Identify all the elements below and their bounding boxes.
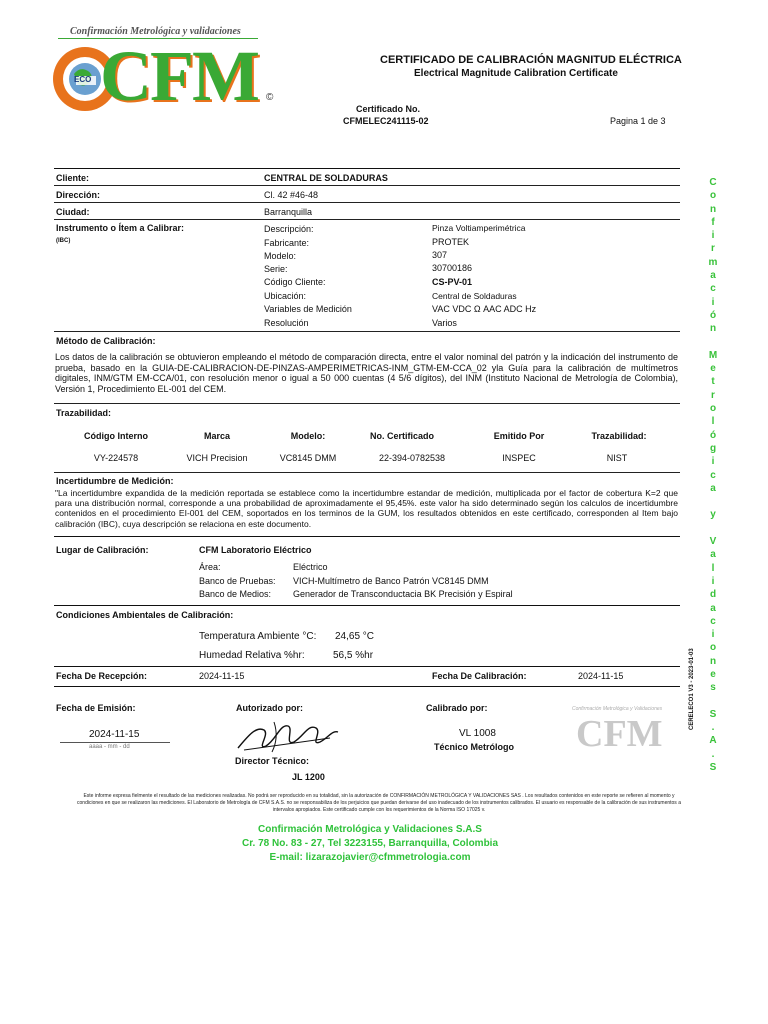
side-letter: l: [711, 416, 715, 428]
side-letter: i: [711, 230, 715, 242]
humidity-value: 56,5 %hr: [333, 650, 374, 661]
page-indicator: Pagina 1 de 3: [610, 116, 666, 126]
side-letter: ó: [709, 429, 717, 441]
side-letter: n: [709, 323, 717, 335]
side-letter: a: [710, 482, 716, 494]
side-letter: d: [709, 589, 717, 601]
side-letter: i: [711, 629, 715, 641]
instrument-resolution-value: Varios: [432, 318, 457, 328]
location-value: CFM Laboratorio Eléctrico: [199, 545, 312, 555]
test-bench-label: Banco de Pruebas:: [199, 576, 276, 586]
side-gap: [706, 522, 720, 535]
ciudad-label: Ciudad:: [56, 207, 90, 217]
method-text: Los datos de la calibración se obtuvieron empleando el método de comparación directa, entre el valor nominal del patrón y la indicación del instrumento de prueba, basado en la GUIA-DE-CALIBRACION-DE-PINZAS-AMPERIMETRICAS-INM_GTM-EM-CCA_02 yla Guía para la calibración de multímetros digitales, INM/GTM EM-CCA/01, con resolución menor o igual a 50 000 cuentas (4 5/6 dígitos), del INM (Instituto Nacional de Metrología de Colombia), Versión 1, Procedimiento EL-001 del CEM.: [55, 352, 678, 394]
side-letter: s: [710, 682, 716, 694]
side-letter: c: [710, 615, 716, 627]
side-gap: [706, 495, 720, 508]
trace-header-code: Código Interno: [84, 431, 148, 441]
side-letter: S: [709, 762, 717, 774]
side-letter: f: [711, 216, 715, 228]
divider: [54, 536, 680, 537]
director-signature-icon: [234, 716, 344, 756]
area-value: Eléctrico: [293, 562, 328, 572]
cliente-label: Cliente:: [56, 173, 90, 183]
side-letter: c: [710, 283, 716, 295]
divider: [54, 403, 680, 404]
instrument-maker-label: Fabricante:: [264, 238, 310, 248]
temperature-label: Temperatura Ambiente °C:: [199, 631, 317, 642]
instrument-resolution-label: Resolución: [264, 318, 309, 328]
logo-copyright: ©: [266, 92, 274, 103]
reception-date-value: 2024-11-15: [199, 671, 245, 681]
side-letter: i: [711, 296, 715, 308]
instrument-desc-label: Descripción:: [264, 224, 314, 234]
side-vertical-company-text: [706, 176, 720, 774]
instrument-desc-value: Pinza Voltiamperimétrica: [432, 223, 526, 233]
direccion-label: Dirección:: [56, 190, 101, 200]
issue-date-value: 2024-11-15: [89, 729, 140, 740]
certificate-number: CFMELEC241115-02: [343, 116, 429, 126]
issue-date-underline: [60, 742, 170, 743]
side-letter: t: [711, 376, 715, 388]
side-letter: y: [710, 509, 716, 521]
side-letter: m: [708, 256, 718, 268]
side-letter: ó: [709, 309, 717, 321]
footer-company: Confirmación Metrológica y Validaciones S.A.S: [258, 824, 482, 835]
side-letter: .: [711, 722, 715, 734]
divider: [54, 219, 680, 220]
side-letter: C: [709, 177, 717, 188]
side-letter: i: [711, 456, 715, 468]
divider: [54, 168, 680, 169]
director-name: JL 1200: [292, 772, 325, 782]
calibrator-name: VL 1008: [459, 728, 496, 739]
location-label: Lugar de Calibración:: [56, 545, 149, 555]
trace-cell-cert: 22-394-0782538: [378, 453, 446, 463]
instrument-location-label: Ubicación:: [264, 291, 307, 301]
stamp-letters: CFM: [576, 713, 663, 755]
divider: [54, 472, 680, 473]
side-gap: [706, 695, 720, 708]
calibration-date-value: 2024-11-15: [578, 671, 624, 681]
instrument-location-value: Central de Soldaduras: [432, 291, 517, 301]
trace-cell-trace: NIST: [606, 453, 628, 463]
trace-cell-brand: VICH Precision: [186, 453, 248, 463]
issue-date-label: Fecha de Emisión:: [56, 703, 136, 713]
instrument-maker-value: PROTEK: [432, 237, 470, 247]
side-letter: l: [711, 562, 715, 574]
side-letter: r: [711, 243, 715, 255]
issue-date-format: aaaa - mm - dd: [89, 744, 130, 750]
direccion-value: Cl. 42 #46-48: [264, 190, 319, 200]
media-bench-value: Generador de Transconductacia BK Precisión y Espiral: [293, 589, 513, 599]
instrument-serial-label: Serie:: [264, 264, 288, 274]
trace-cell-code: VY-224578: [93, 453, 139, 463]
ciudad-value: Barranquilla: [264, 207, 313, 217]
trace-header-model: Modelo:: [290, 431, 326, 441]
director-label: Director Técnico:: [235, 756, 310, 766]
side-letter: A: [709, 735, 717, 747]
certificate-title-es: CERTIFICADO DE CALIBRACIÓN MAGNITUD ELÉCTRICA: [380, 54, 682, 66]
trace-header-brand: Marca: [203, 431, 230, 441]
area-label: Área:: [199, 562, 221, 572]
instrument-model-label: Modelo:: [264, 251, 297, 261]
side-letter: c: [710, 469, 716, 481]
side-letter: a: [710, 270, 716, 282]
logo-eco-label: ECO: [74, 75, 92, 84]
company-logo: [48, 26, 284, 114]
certificate-title-en: Electrical Magnitude Calibration Certificate: [414, 68, 618, 79]
side-letter: n: [709, 203, 717, 215]
side-letter: e: [710, 668, 716, 680]
side-letter: e: [710, 363, 716, 375]
instrument-serial-value: 30700186: [432, 263, 473, 273]
humidity-label: Humedad Relativa %hr:: [199, 650, 305, 661]
legal-disclaimer: Este informe expresa fielmente el resultado de las mediciones realizadas. No podrá ser reproducido en su totalidad, sin la autorización de CONFIRMACIÓN METROLÓGICA Y VALIDACIONES SAS . Los resultados contenidos en este reporte se refieren al momento y condiciones en que se realizaron las mediciones. El Laboratorio de Metrología de CFM S.A.S. no se responsabiliza de los perjuicios que puedan derivarse del uso inadecuado de los instrumentos calibrados. El usuario es responsable de la calibración de sus instrumentos a intervalos apropiados. Este certificado cumple con los requerimientos de la Norma ISO 17025 v.: [77, 793, 681, 813]
instrument-variables-label: Variables de Medición: [264, 304, 352, 314]
logo-letters: CFM: [100, 36, 258, 116]
side-letter: .: [711, 748, 715, 760]
side-letter: n: [709, 655, 717, 667]
side-letter: o: [709, 190, 717, 202]
trace-cell-model: VC8145 DMM: [279, 453, 337, 463]
trace-cell-issuer: INSPEC: [502, 453, 536, 463]
instrument-model-value: 307: [432, 250, 448, 260]
technician-label: Técnico Metrólogo: [434, 742, 515, 752]
reception-date-label: Fecha De Recepción:: [56, 671, 148, 681]
side-letter: g: [709, 442, 717, 454]
form-code: CERELECO1 V3 - 2023-01-03: [689, 648, 695, 730]
side-letter: a: [710, 602, 716, 614]
divider: [54, 666, 680, 667]
trace-header-issuer: Emitido Por: [493, 431, 545, 441]
side-letter: o: [709, 403, 717, 415]
side-letter: M: [708, 349, 718, 361]
uncertainty-text: "La incertidumbre expandida de la medición reportada se establece como la incertidumbre estandar de medición, multiplicada por el factor de cobertura K=2 que para una distribución normal, corresponde a una probabilidad de aproximadamente el 95,45%. este valor ha sido determinado según los calculos de incertidumbre contenidos en el procedimiento EI-001 del CEM, soportados en los terminos de la GUM, los resultados obtenidos en este certificado, corresponden al Item bajo calibración (IBC), cuya descripción se relaciona en este documento.: [55, 488, 678, 529]
side-letter: r: [711, 389, 715, 401]
traceability-title: Trazabilidad:: [56, 408, 112, 418]
test-bench-value: VICH-Multímetro de Banco Patrón VC8145 DMM: [293, 576, 489, 586]
logo-tagline: Confirmación Metrológica y validaciones: [70, 26, 241, 37]
divider: [54, 605, 680, 606]
method-title: Método de Calibración:: [56, 336, 156, 346]
stamp-tagline: Confirmación Metrológica y Validaciones: [572, 706, 663, 712]
divider: [54, 202, 680, 203]
instrument-client-code-value: CS-PV-01: [432, 277, 473, 287]
instrument-variables-value: VAC VDC Ω AAC ADC Hz: [432, 304, 537, 314]
side-letter: S: [709, 708, 717, 720]
company-stamp: [564, 706, 668, 760]
authorized-by-label: Autorizado por:: [236, 703, 303, 713]
divider: [54, 185, 680, 186]
instrument-client-code-label: Código Cliente:: [264, 277, 326, 287]
footer-email: E-mail: lizarazojavier@cfmmetrologia.com: [269, 852, 471, 863]
trace-header-trace: Trazabilidad:: [591, 431, 647, 441]
footer-address: Cr. 78 No. 83 - 27, Tel 3223155, Barranquilla, Colombia: [241, 838, 499, 849]
side-letter: o: [709, 642, 717, 654]
divider: [54, 331, 680, 332]
side-gap: [706, 336, 720, 349]
side-letter: V: [709, 536, 717, 548]
trace-header-cert: No. Certificado: [369, 431, 434, 441]
media-bench-label: Banco de Medios:: [199, 589, 272, 599]
side-letter: a: [710, 549, 716, 561]
ibc-label: (IBC): [56, 238, 71, 244]
instrumento-label: Instrumento o Ítem a Calibrar:: [56, 223, 185, 233]
environment-title: Condiciones Ambientales de Calibración:: [56, 610, 234, 620]
calibrated-by-label: Calibrado por:: [426, 703, 488, 713]
uncertainty-title: Incertidumbre de Medición:: [56, 476, 174, 486]
calibration-date-label: Fecha De Calibración:: [432, 671, 527, 681]
cliente-value: CENTRAL DE SOLDADURAS: [264, 173, 388, 183]
side-letter: i: [711, 575, 715, 587]
divider: [54, 686, 680, 687]
certificate-number-label: Certificado No.: [356, 104, 421, 114]
temperature-value: 24,65 °C: [335, 631, 375, 642]
